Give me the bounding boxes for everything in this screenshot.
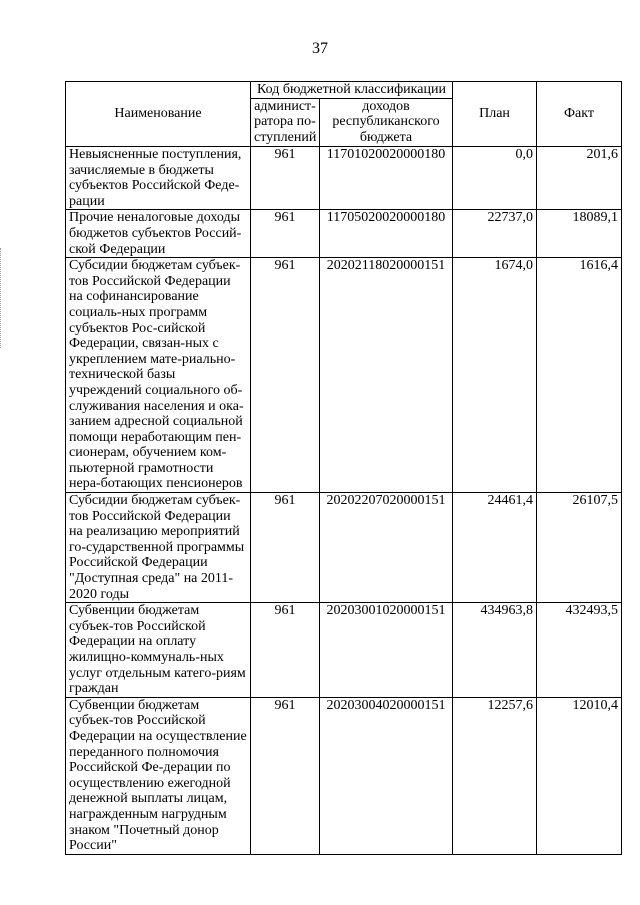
header-name: Наименование <box>66 82 251 147</box>
row-fact: 12010,4 <box>537 697 622 854</box>
header-revenue: доходов республиканского бюджета <box>320 98 453 146</box>
row-fact: 432493,5 <box>537 603 622 698</box>
row-plan: 12257,6 <box>453 697 537 854</box>
table-body <box>66 147 622 855</box>
row-plan: 24461,4 <box>453 493 537 603</box>
table-row <box>66 493 622 603</box>
row-plan: 0,0 <box>453 147 537 210</box>
row-plan: 434963,8 <box>453 603 537 698</box>
row-fact: 201,6 <box>537 147 622 210</box>
row-budget-code: 20202118020000151 <box>320 258 453 493</box>
header-code-group: Код бюджетной классификации <box>251 82 453 99</box>
table-row <box>66 147 622 210</box>
budget-table <box>65 81 622 855</box>
row-name: Субсидии бюджетам субъек-тов Российской Федерации на софинансирование социаль-ных программ субъектов Рос-сийской Федерации, связан-ных с укреплением мате-риально-технической базы учреждений социального об-служивания населения и ока-занием адресной социальной помощи неработающим пен-сионерам, обучением ком-пьютерной грамотности нера-ботающих пенсионеров <box>66 258 251 493</box>
row-name: Прочие неналоговые доходы бюджетов субъектов Россий-ской Федерации <box>66 210 251 258</box>
table-row <box>66 697 622 854</box>
row-admin-code: 961 <box>251 603 320 698</box>
header-plan: План <box>453 82 537 147</box>
row-name: Субсидии бюджетам субъек-тов Российской Федерации на реализацию мероприятий го-сударственной программы Российской Федерации "Доступная среда" на 2011-2020 годы <box>66 493 251 603</box>
row-fact: 1616,4 <box>537 258 622 493</box>
row-budget-code: 20203001020000151 <box>320 603 453 698</box>
row-admin-code: 961 <box>251 147 320 210</box>
row-name: Субвенции бюджетам субъек-тов Российской Федерации на осуществление переданного полномочия Российской Фе-дерации по осуществлению ежегодной денежной выплаты лицам, награжденным нагрудным знаком "Почетный донор России" <box>66 697 251 854</box>
row-admin-code: 961 <box>251 493 320 603</box>
row-budget-code: 11705020020000180 <box>320 210 453 258</box>
header-admin: админист-ратора по-ступлений <box>251 98 320 146</box>
table-row <box>66 210 622 258</box>
row-budget-code: 20202207020000151 <box>320 493 453 603</box>
row-admin-code: 961 <box>251 258 320 493</box>
header-row-top <box>66 82 622 99</box>
row-plan: 1674,0 <box>453 258 537 493</box>
row-admin-code: 961 <box>251 697 320 854</box>
row-plan: 22737,0 <box>453 210 537 258</box>
header-fact: Факт <box>537 82 622 147</box>
row-fact: 26107,5 <box>537 493 622 603</box>
table-row <box>66 258 622 493</box>
row-name: Невыясненные поступления, зачисляемые в бюджеты субъектов Российской Феде-рации <box>66 147 251 210</box>
table-row <box>66 603 622 698</box>
scan-edge-mark <box>0 248 2 348</box>
row-budget-code: 20203004020000151 <box>320 697 453 854</box>
row-admin-code: 961 <box>251 210 320 258</box>
page-number: 37 <box>312 40 328 57</box>
row-budget-code: 11701020020000180 <box>320 147 453 210</box>
row-name: Субвенции бюджетам субъек-тов Российской Федерации на оплату жилищно-коммуналь-ных услуг отдельным катего-риям граждан <box>66 603 251 698</box>
table-header <box>66 82 622 147</box>
row-fact: 18089,1 <box>537 210 622 258</box>
